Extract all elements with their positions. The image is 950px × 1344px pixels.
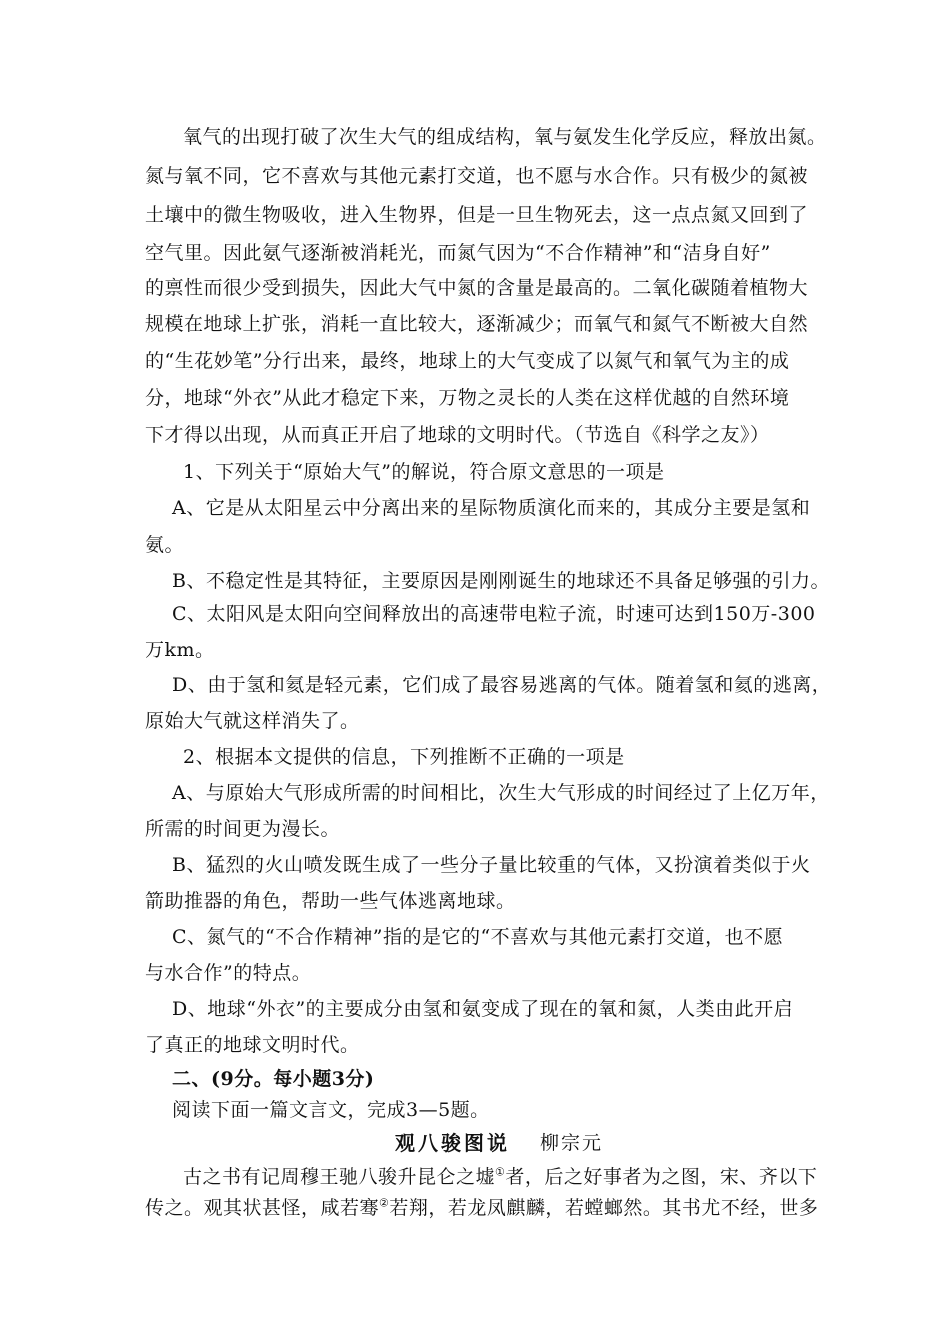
question-1-option-c-cont: 万km。 [145,639,215,661]
question-1-stem: 1、下列关于“原始大气”的解说，符合原文意思的一项是 [183,461,665,483]
question-2-option-a: A、与原始大气形成所需的时间相比，次生大气形成的时间经过了上亿万年， [172,782,830,804]
question-2-option-d: D、地球“外衣”的主要成分由氢和氨变成了现在的氧和氮，人类由此开启 [172,998,794,1020]
classical-author: 柳宗元 [540,1132,604,1154]
question-2-option-b: B、猛烈的火山喷发既生成了一些分子量比较重的气体，又扮演着类似于火 [172,854,811,876]
classical-line-2-part-b: 若翔，若龙凤麒麟，若螳螂然。其书尤不经，世多 [389,1197,819,1219]
classical-line-1 [183,1165,817,1189]
section-2-heading: 二、(9分。每小题3分) [172,1068,375,1090]
passage-line-2: 氮与氧不同，它不喜欢与其他元素打交道，也不愿与水合作。只有极少的氮被 [145,165,809,187]
passage-line-5: 的禀性而很少受到损失，因此大气中氮的含量是最高的。二氧化碳随着植物大 [145,277,809,299]
classical-line-1-part-a: 古之书有记周穆王驰八骏升昆仑之墟 [183,1166,496,1188]
passage-line-7: 的“生花妙笔”分行出来，最终，地球上的大气变成了以氮气和氧气为主的成 [145,350,790,372]
passage-line-6: 规模在地球上扩张，消耗一直比较大，逐渐减少；而氧气和氮气不断被大自然 [145,313,809,335]
question-2-option-c: C、氮气的“不合作精神”指的是它的“不喜欢与其他元素打交道，也不愿 [172,926,784,948]
question-1-option-a-cont: 氨。 [145,534,185,556]
passage-line-9: 下才得以出现，从而真正开启了地球的文明时代。（节选自《科学之友》） [145,424,770,446]
question-2-option-a-cont: 所需的时间更为漫长。 [145,818,341,840]
question-1-option-d-cont: 原始大气就这样消失了。 [145,710,360,732]
question-2-option-d-cont: 了真正的地球文明时代。 [145,1034,360,1056]
question-1-option-b: B、不稳定性是其特征，主要原因是刚刚诞生的地球还不具备足够强的引力。 [172,570,830,592]
question-1-option-d: D、由于氢和氦是轻元素，它们成了最容易逃离的气体。随着氢和氦的逃离， [172,674,832,696]
classical-title: 观八骏图说 [395,1131,510,1155]
question-1-option-c: C、太阳风是太阳向空间释放出的高速带电粒子流，时速可达到150万-300 [172,603,816,625]
question-2-option-b-cont: 箭助推器的角色，帮助一些气体逃离地球。 [145,890,516,912]
classical-line-2-part-a: 传之。观其状甚怪，咸若骞 [145,1197,380,1219]
section-2-instruction: 阅读下面一篇文言文，完成3—5题。 [172,1099,490,1121]
passage-line-1: 氧气的出现打破了次生大气的组成结构，氧与氨发生化学反应，释放出氮。 [183,126,827,148]
question-2-stem: 2、根据本文提供的信息，下列推断不正确的一项是 [183,746,625,768]
classical-line-1-part-b: 者，后之好事者为之图，宋、齐以下 [505,1166,818,1188]
passage-line-8: 分，地球“外衣”从此才稳定下来，万物之灵长的人类在这样优越的自然环境 [145,387,790,409]
footnote-marker-2: ② [379,1196,390,1210]
classical-line-2 [145,1196,818,1220]
question-1-option-a: A、它是从太阳星云中分离出来的星际物质演化而来的，其成分主要是氢和 [172,497,811,519]
question-2-option-c-cont: 与水合作”的特点。 [145,962,312,984]
passage-line-3: 土壤中的微生物吸收，进入生物界，但是一旦生物死去，这一点点氮又回到了 [145,204,809,226]
footnote-marker-1: ① [495,1165,506,1179]
passage-line-4: 空气里。因此氨气逐渐被消耗光，而氮气因为“不合作精神”和“洁身自好” [145,242,771,264]
